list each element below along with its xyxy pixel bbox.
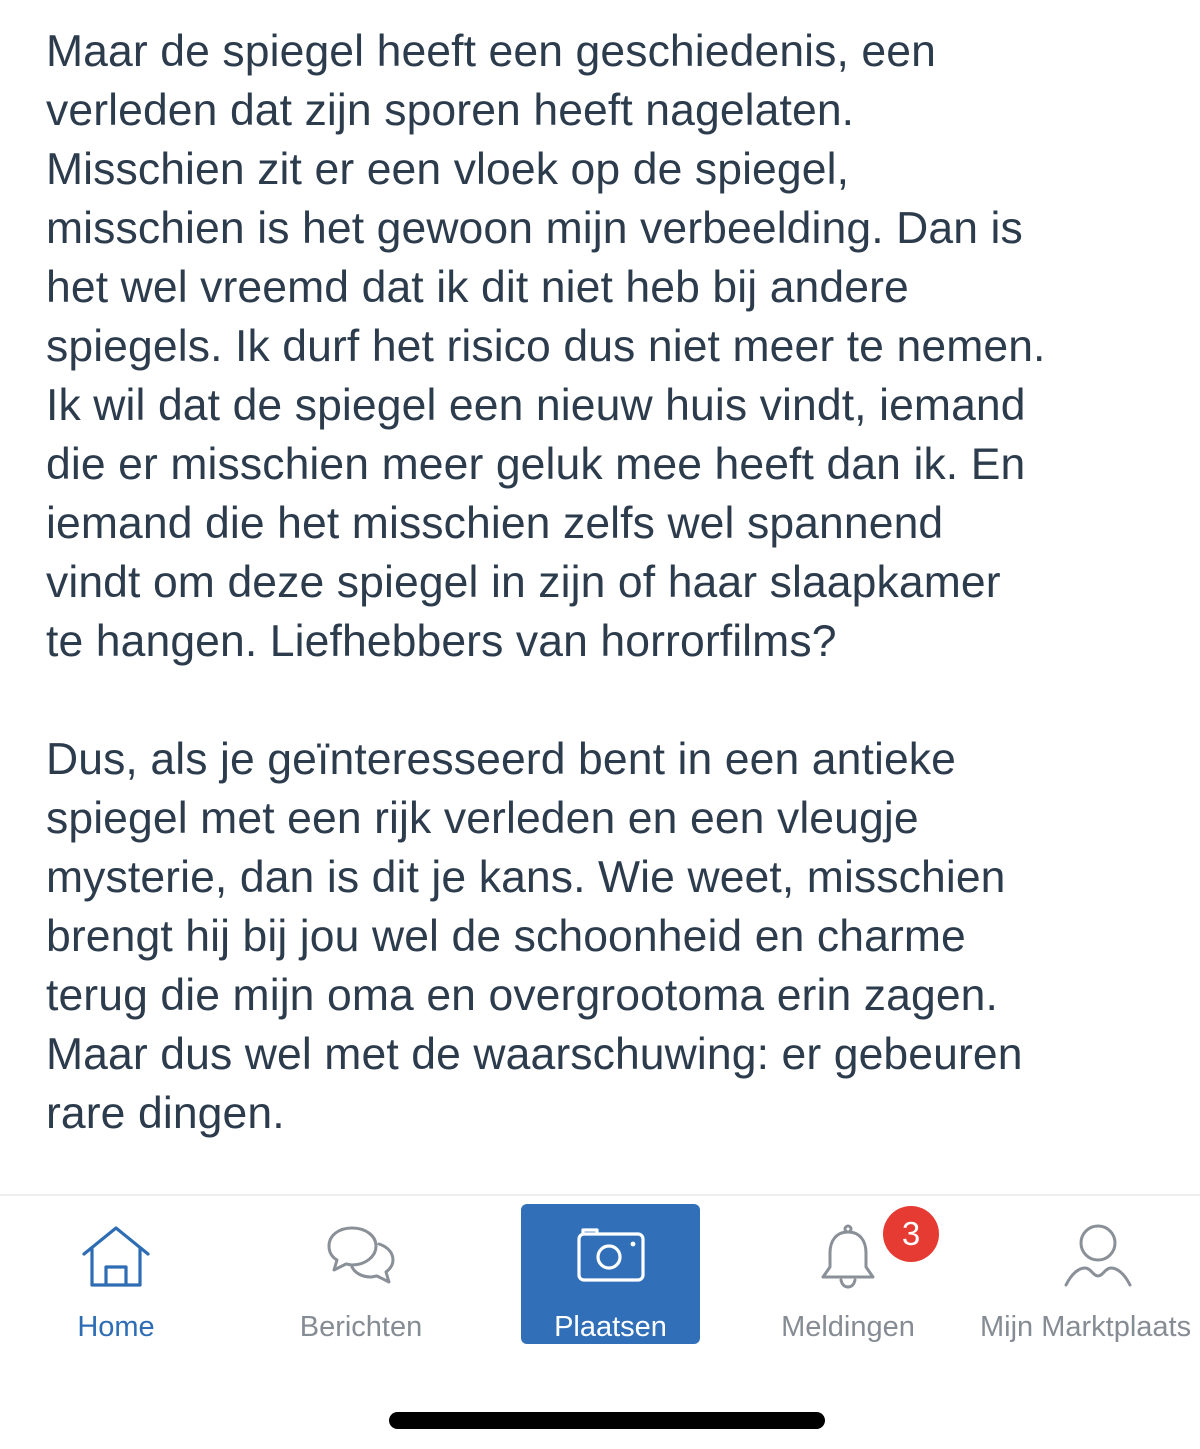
tab-home-label: Home xyxy=(77,1311,155,1343)
description-paragraph-1 xyxy=(46,22,1186,671)
tab-my-marktplaats-label: Mijn Marktplaats xyxy=(980,1311,1192,1343)
tab-place-label: Plaatsen xyxy=(554,1311,667,1343)
tab-place-ad-button[interactable] xyxy=(521,1204,700,1344)
text-line: Maar de spiegel heeft een geschiedenis, een xyxy=(46,27,936,76)
text-line: het wel vreemd dat ik dit niet heb bij andere xyxy=(46,263,909,312)
text-line: Misschien zit er een vloek op de spiegel, xyxy=(46,145,850,194)
text-line: mysterie, dan is dit je kans. Wie weet, misschien xyxy=(46,853,1006,902)
tab-my-marktplaats[interactable] xyxy=(980,1204,1200,1344)
text-line: te hangen. Liefhebbers van horrorfilms? xyxy=(46,617,837,666)
text-line: Dus, als je geïnteresseerd bent in een antieke xyxy=(46,735,957,784)
text-line: iemand die het misschien zelfs wel spannend xyxy=(46,499,944,548)
text-line: spiegel met een rijk verleden en een vleugje xyxy=(46,794,919,843)
home-indicator[interactable] xyxy=(389,1412,825,1429)
text-line: misschien is het gewoon mijn verbeelding. Dan is xyxy=(46,204,1023,253)
text-line: terug die mijn oma en overgrootoma erin zagen. xyxy=(46,971,998,1020)
home-icon xyxy=(76,1216,156,1296)
bottom-tab-bar xyxy=(0,1194,1200,1449)
text-line: spiegels. Ik durf het risico dus niet meer te nemen. xyxy=(46,322,1046,371)
text-line: brengt hij bij jou wel de schoonheid en charme xyxy=(46,912,966,961)
text-line: verleden dat zijn sporen heeft nagelaten. xyxy=(46,86,855,135)
text-line: die er misschien meer geluk mee heeft dan ik. En xyxy=(46,440,1026,489)
tab-messages[interactable] xyxy=(261,1204,461,1344)
camera-icon xyxy=(571,1216,651,1296)
text-line: vindt om deze spiegel in zijn of haar slaapkamer xyxy=(46,558,1001,607)
tab-home[interactable] xyxy=(16,1204,216,1344)
tab-messages-label: Berichten xyxy=(299,1311,423,1343)
notifications-badge: 3 xyxy=(883,1206,939,1262)
text-line: Maar dus wel met de waarschuwing: er gebeuren xyxy=(46,1030,1023,1079)
bell-icon xyxy=(808,1216,888,1296)
tab-notifications-label: Meldingen xyxy=(781,1311,915,1343)
user-icon xyxy=(1058,1216,1138,1296)
text-line: rare dingen. xyxy=(46,1089,285,1138)
listing-description xyxy=(46,22,1186,1143)
description-paragraph-2 xyxy=(46,730,1186,1143)
chat-bubbles-icon xyxy=(321,1216,401,1296)
text-line: Ik wil dat de spiegel een nieuw huis vindt, iemand xyxy=(46,381,1026,430)
